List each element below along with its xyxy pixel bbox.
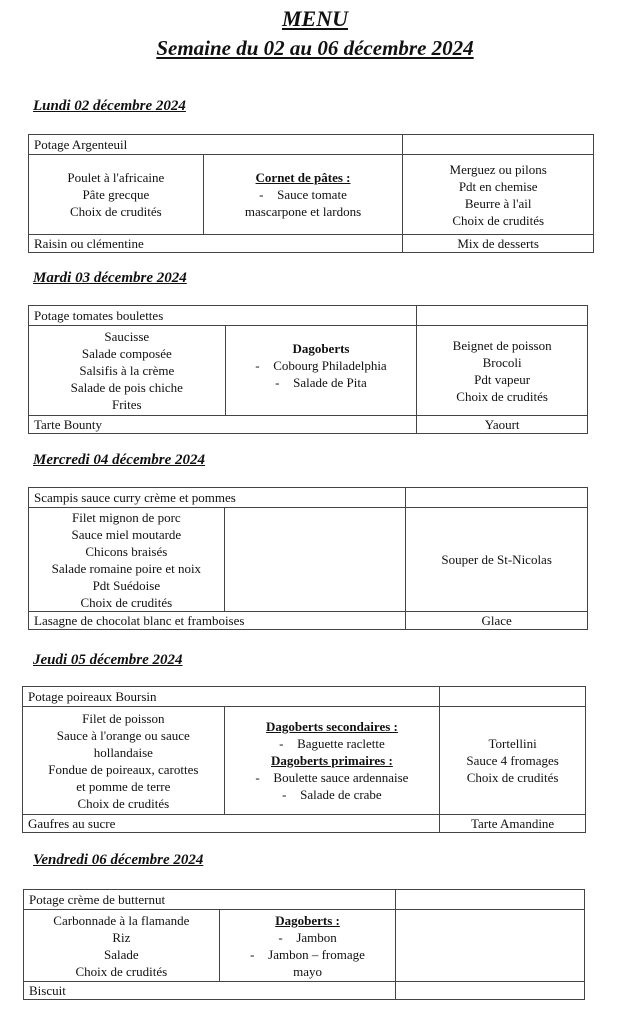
dish-line: Beignet de poisson bbox=[452, 337, 552, 353]
dish-line: Tortellini bbox=[488, 736, 537, 751]
alt-dish-cell bbox=[440, 707, 586, 815]
empty-cell bbox=[417, 306, 588, 326]
dish-line: Salade composée bbox=[81, 346, 172, 361]
dish-line: Riz bbox=[112, 929, 131, 945]
dessert-cell-alt: Glace bbox=[406, 612, 588, 630]
dish-line: Pâte grecque bbox=[82, 187, 150, 202]
dish-header: Cornet de pâtes : bbox=[255, 170, 351, 185]
day-heading-mercredi: Mercredi 04 décembre 2024 bbox=[33, 452, 206, 468]
dagobert-cell bbox=[219, 910, 396, 982]
dish-line: Filet de poisson bbox=[82, 710, 165, 726]
menu-table-jeudi bbox=[22, 686, 586, 833]
dish-line: Choix de crudités bbox=[456, 388, 548, 404]
alt-dish-cell bbox=[403, 155, 594, 235]
dessert-cell-alt: Tarte Amandine bbox=[440, 815, 586, 833]
dish-line: Salade de pois chiche bbox=[70, 380, 183, 395]
dessert-cell: Tarte Bounty bbox=[29, 416, 417, 434]
dish-line: hollandaise bbox=[93, 744, 153, 760]
dish-line: Brocoli bbox=[482, 354, 522, 370]
dish-line: Salade bbox=[104, 946, 139, 962]
dish-line: Carbonnade à la flamande bbox=[53, 912, 190, 928]
dagobert-cell bbox=[203, 155, 403, 235]
day-heading-vendredi: Vendredi 06 décembre 2024 bbox=[33, 852, 204, 868]
dish-header: Dagoberts : bbox=[275, 912, 340, 928]
empty-cell bbox=[396, 890, 585, 910]
dessert-cell: Lasagne de chocolat blanc et framboises bbox=[29, 612, 406, 630]
menu-table-mercredi bbox=[28, 487, 588, 630]
dessert-cell: Raisin ou clémentine bbox=[29, 235, 403, 253]
dish-line: Pdt vapeur bbox=[474, 371, 531, 387]
dish-line: et pomme de terre bbox=[76, 778, 171, 794]
dish-line: Choix de crudités bbox=[80, 594, 173, 610]
soup-cell: Scampis sauce curry crème et pommes bbox=[29, 488, 406, 508]
main-dish-cell bbox=[29, 326, 226, 416]
dish-line: Frites bbox=[112, 397, 142, 412]
empty-cell bbox=[406, 488, 588, 508]
dish-line: - Jambon – fromage bbox=[225, 946, 391, 963]
main-dish-cell bbox=[29, 508, 225, 612]
empty-cell bbox=[396, 982, 585, 1000]
dish-line: - Salade de crabe bbox=[230, 786, 435, 803]
alt-dish-cell bbox=[406, 508, 588, 612]
dish-line: Sauce 4 fromages bbox=[466, 753, 559, 768]
main-dish-cell bbox=[23, 707, 225, 815]
dish-line: Merguez ou pilons bbox=[449, 161, 547, 177]
day-heading-mardi: Mardi 03 décembre 2024 bbox=[33, 270, 187, 286]
main-dish-cell bbox=[29, 155, 204, 235]
dish-header: Dagoberts primaires : bbox=[271, 753, 393, 768]
dessert-cell: Biscuit bbox=[24, 982, 396, 1000]
dessert-cell-alt: Yaourt bbox=[417, 416, 588, 434]
dish-line: Choix de crudités bbox=[77, 795, 170, 811]
dish-line: Choix de crudités bbox=[466, 770, 559, 785]
dessert-cell-alt: Mix de desserts bbox=[403, 235, 594, 253]
soup-cell: Potage crème de butternut bbox=[24, 890, 396, 910]
dish-line: Pdt Suédoise bbox=[92, 577, 161, 593]
dish-header: Dagoberts bbox=[292, 341, 350, 356]
dish-line: - Salade de Pita bbox=[231, 374, 412, 391]
menu-subtitle: Semaine du 02 au 06 décembre 2024 bbox=[156, 36, 474, 60]
dish-line: Pdt en chemise bbox=[458, 178, 538, 194]
menu-table-vendredi bbox=[23, 889, 585, 1000]
dish-line: - Sauce tomate bbox=[209, 186, 398, 203]
day-heading-lundi: Lundi 02 décembre 2024 bbox=[33, 98, 186, 114]
dagobert-cell bbox=[225, 326, 417, 416]
dish-line: Salsifis à la crème bbox=[79, 363, 175, 378]
dish-line: - Jambon bbox=[225, 929, 391, 946]
soup-cell: Potage poireaux Boursin bbox=[23, 687, 440, 707]
alt-dish-cell bbox=[417, 326, 588, 416]
day-heading-jeudi: Jeudi 05 décembre 2024 bbox=[33, 652, 183, 668]
empty-cell bbox=[440, 687, 586, 707]
dish-line: Poulet à l'africaine bbox=[67, 170, 165, 185]
dish-line: Choix de crudités bbox=[452, 212, 545, 228]
dish-line: Choix de crudités bbox=[69, 204, 162, 219]
menu-table-mardi bbox=[28, 305, 588, 434]
dish-line: - Cobourg Philadelphia bbox=[231, 357, 412, 374]
dish-line: Souper de St-Nicolas bbox=[441, 552, 552, 567]
dish-line: Beurre à l'ail bbox=[464, 195, 532, 211]
dish-line: - Baguette raclette bbox=[230, 735, 435, 752]
soup-cell: Potage Argenteuil bbox=[29, 135, 403, 155]
dish-line: mascarpone et lardons bbox=[244, 204, 362, 219]
dish-line: mayo bbox=[293, 963, 322, 979]
dish-line: Sauce à l'orange ou sauce bbox=[56, 727, 190, 743]
dish-line: Fondue de poireaux, carottes bbox=[48, 761, 199, 777]
dish-line: - Boulette sauce ardennaise bbox=[230, 769, 435, 786]
dish-line: Sauce miel moutarde bbox=[71, 526, 182, 542]
dish-line: Choix de crudités bbox=[75, 963, 168, 979]
dessert-cell: Gaufres au sucre bbox=[23, 815, 440, 833]
menu-title: MENU bbox=[281, 6, 348, 31]
main-dish-cell bbox=[24, 910, 220, 982]
empty-cell bbox=[403, 135, 594, 155]
dagobert-cell bbox=[224, 707, 440, 815]
dish-line: Saucisse bbox=[104, 329, 150, 344]
dish-line: Chicons braisés bbox=[85, 543, 168, 559]
empty-cell bbox=[396, 910, 585, 982]
dish-line: Salade romaine poire et noix bbox=[51, 560, 202, 576]
empty-cell bbox=[224, 508, 406, 612]
menu-table-lundi bbox=[28, 134, 594, 253]
soup-cell: Potage tomates boulettes bbox=[29, 306, 417, 326]
dish-header: Dagoberts secondaires : bbox=[265, 719, 398, 734]
dish-line: Filet mignon de porc bbox=[72, 509, 181, 525]
